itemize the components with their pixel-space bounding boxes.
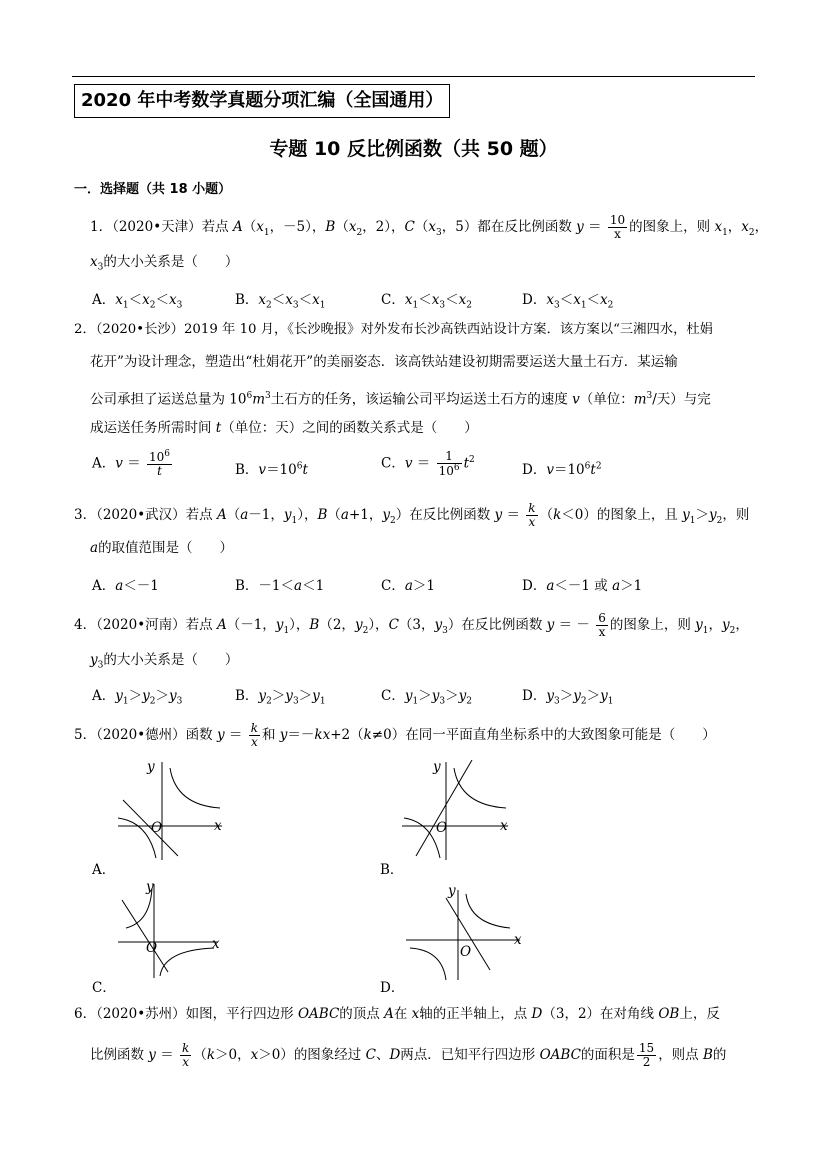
q1-option-d: D．$x_3<x_1<x_2$ <box>522 292 614 311</box>
graph-d-curve-1 <box>466 894 510 928</box>
series-title: 2020 年中考数学真题分项汇编（全国通用） <box>74 84 450 118</box>
graph-c-line <box>122 900 168 972</box>
q3-option-b: B．－1＜a＜1 <box>235 578 325 594</box>
graph-c-x-label: x <box>212 936 220 952</box>
graph-a-x-label: x <box>214 818 222 834</box>
q1-line1: 1．（2020•天津）若点 $A(x_1$，－5），$B(x_2$，2），$C(x_3$，5）都在反比例函数 y ＝ $\frac{10}{x}$ 的图象上，则 $x_1$，$x_2$， <box>90 213 769 242</box>
q2-option-b: B．$v=10^6t$ <box>235 461 308 478</box>
q6-line2: 比例函数 y ＝ $\frac{k}{x}$ （k＞0，x＞0）的图象经过 C、D两点．已知平行四边形 OABC的面积是 $\frac{15}{2}$ ，则点 B的 <box>90 1041 727 1070</box>
q4-option-d: D．$y_3>y_2>y_1$ <box>522 688 614 707</box>
graph-a-label: A． <box>92 862 116 878</box>
q4-line2: $y_3$的大小关系是（ ） <box>90 652 239 671</box>
q2-option-c: C．v ＝ $\frac{1}{10^6}$ $t^2$ <box>381 449 475 479</box>
graph-c-label: C． <box>92 980 116 996</box>
graph-a-curve-1 <box>170 768 220 808</box>
q1-option-b: B．$x_2<x_3<x_1$ <box>235 292 326 311</box>
graph-c-origin: O <box>146 940 158 956</box>
header-rule <box>72 76 755 77</box>
q1-line2: $x_3$的大小关系是（ ） <box>90 254 239 273</box>
q1-option-c: C．$x_1<x_3<x_2$ <box>381 292 472 311</box>
q3-line2: a的取值范围是（ ） <box>90 540 234 556</box>
q4-line1: 4．（2020•河南）若点 A（－1，$y_1$），B（2，$y_2$），C（3，$y_3$）在反比例函数 y ＝ － $\frac{6}{x}$ 的图象上，则 $y_1$，$y_2$， <box>74 611 749 640</box>
graph-b-label: B． <box>380 862 404 878</box>
q2-line3: 公司承担了运送总量为 $10^6m^3$土石方的任务，该运输公司平均运送土石方的速度 v（单位：$m^3/$天）与完 <box>90 391 711 408</box>
graph-b-y-label: y <box>433 759 441 775</box>
graph-c-y-label: y <box>146 879 154 895</box>
graph-a-origin: O <box>151 820 163 836</box>
graph-d-curve-2 <box>410 948 446 980</box>
q1-fraction: $\frac{10}{x}$ <box>609 213 626 242</box>
section-heading: 一．选择题（共 18 小题） <box>74 182 232 197</box>
graph-a <box>118 760 228 860</box>
q4-option-a: A．$y_1>y_2>y_3$ <box>92 688 183 707</box>
q2-option-a: A．v ＝ $\frac{10^6}{t}$ <box>92 449 170 479</box>
graph-c <box>118 880 228 980</box>
graph-d-x-label: x <box>514 932 522 948</box>
q3-option-d: D．a＜－1 或 a＞1 <box>522 578 643 594</box>
q5-line1: 5．（2020•德州）函数 y ＝ $\frac{k}{x}$ 和 y＝－kx+2（k≠0）在同一平面直角坐标系中的大致图象可能是（ ） <box>74 721 716 750</box>
q2-line2: 花开”为设计理念，塑造出“杜娟花开”的美丽姿态．该高铁站建设初期需要运送大量土石方．某运输 <box>90 354 678 370</box>
graph-b <box>402 760 514 860</box>
q4-option-b: B．$y_2>y_3>y_1$ <box>235 688 326 707</box>
graph-d-origin: O <box>460 944 472 960</box>
graph-b-curve-1 <box>454 768 506 808</box>
q2-option-d: D．$v=10^6t^2$ <box>522 461 602 478</box>
q4-option-c: C．$y_1>y_3>y_2$ <box>381 688 472 707</box>
q3-line1: 3．（2020•武汉）若点 A（a－1，$y_1$），B（a+1，$y_2$）在反比例函数 y ＝ $\frac{k}{x}$ （k＜0）的图象上，且 $y_1>y_2$，则 <box>74 501 750 530</box>
q2-line4: 成运送任务所需时间 t（单位：天）之间的函数关系式是（ ） <box>90 420 478 436</box>
q6-line1: 6．（2020•苏州）如图，平行四边形 OABC的顶点 A在 x轴的正半轴上，点 D（3，2）在对角线 OB上，反 <box>74 1006 720 1022</box>
q3-option-c: C．a＞1 <box>381 578 435 594</box>
graph-d <box>402 884 526 984</box>
graph-d-label: D． <box>380 980 405 996</box>
q3-option-a: A．a＜－1 <box>92 578 159 594</box>
graph-b-origin: O <box>436 820 448 836</box>
q1-option-a: A．$x_1<x_2<x_3$ <box>92 292 183 311</box>
graph-b-x-label: x <box>500 818 508 834</box>
graph-b-line <box>416 760 472 856</box>
graph-a-y-label: y <box>147 759 155 775</box>
doc-title: 专题 10 反比例函数（共 50 题） <box>269 138 558 160</box>
q2-line1: 2．（2020•长沙）2019 年 10 月，《长沙晚报》对外发布长沙高铁西站设计方案．该方案以“三湘四水，杜娟 <box>74 322 713 337</box>
graph-d-y-label: y <box>448 883 456 899</box>
